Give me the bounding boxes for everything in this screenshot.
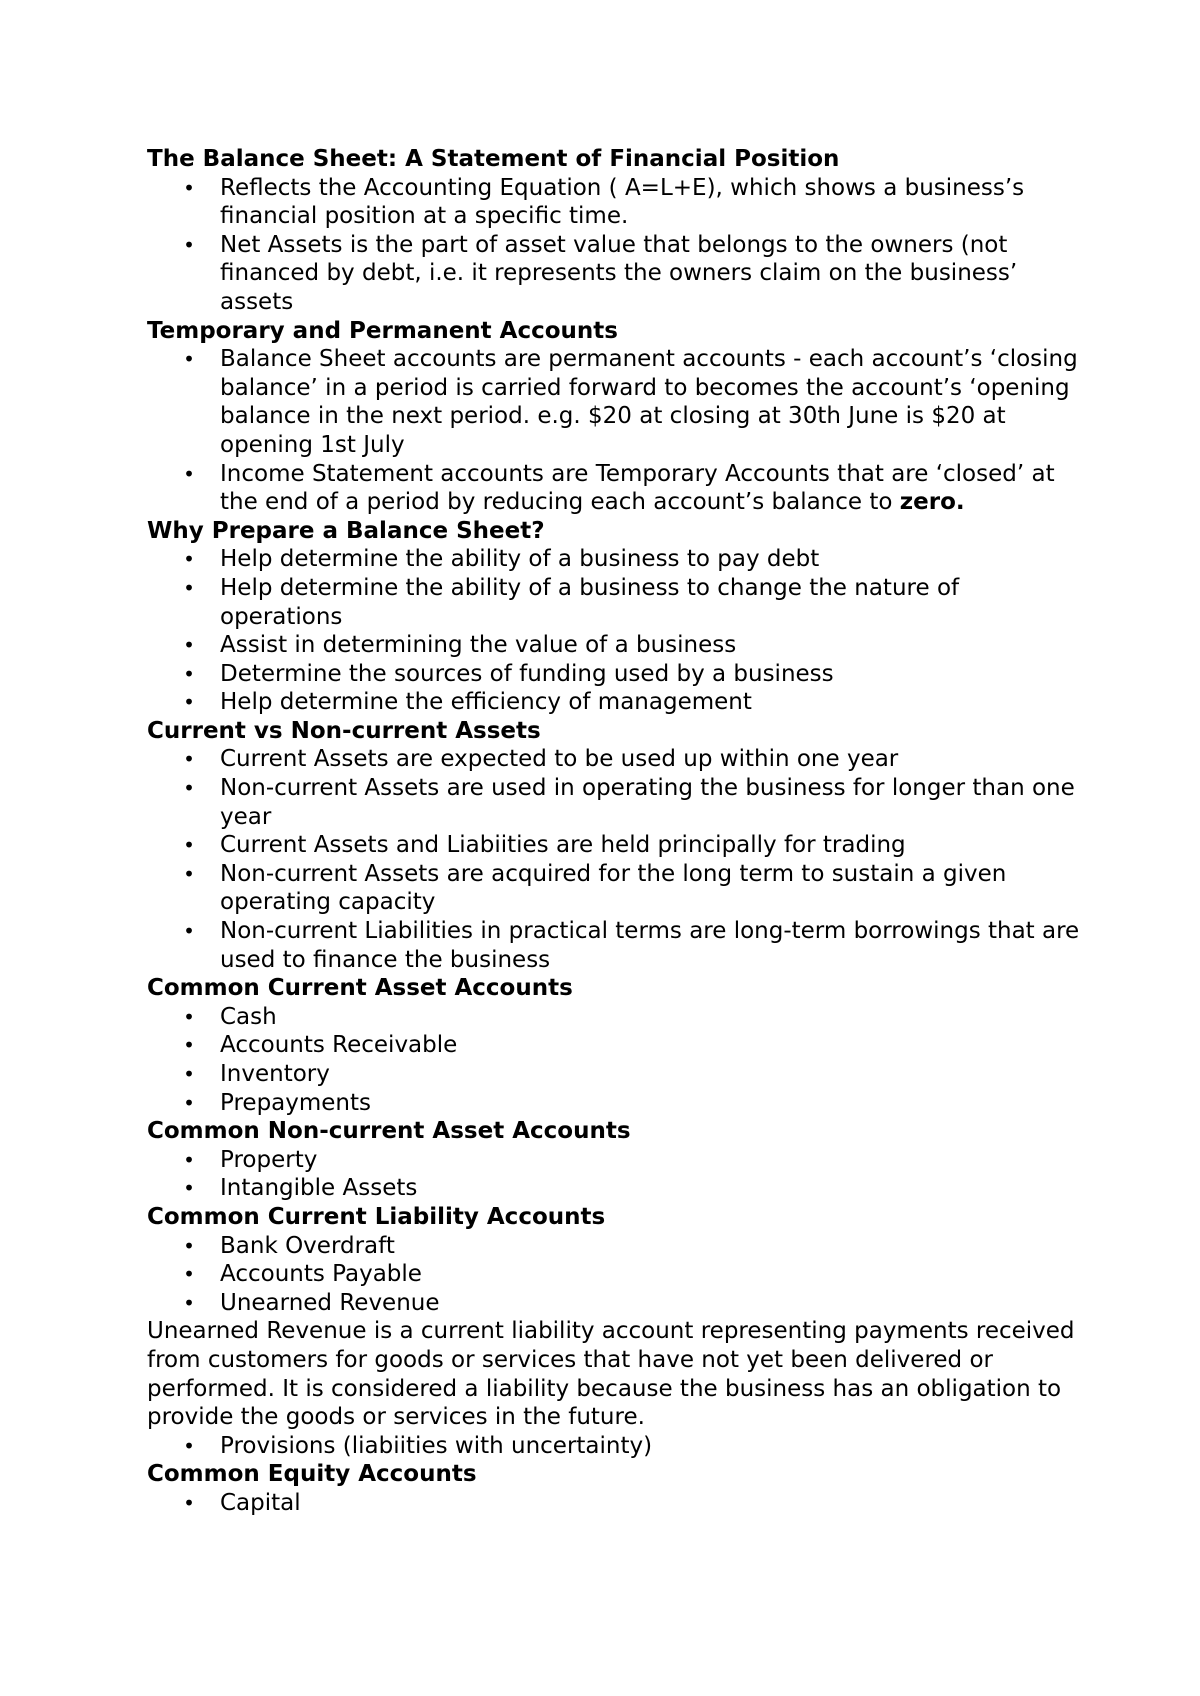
- list-item: [147, 174, 1087, 231]
- list-item: [147, 1260, 1087, 1289]
- bullet-icon: •: [183, 633, 195, 658]
- list-item: [147, 345, 1087, 459]
- list-item-text: Unearned Revenue: [220, 1289, 440, 1316]
- list-item-text: Capital: [220, 1489, 301, 1516]
- body-paragraph: Unearned Revenue is a current liability account representing payments received from customers for goods or services that have not yet been delivered or performed. It is considered a liability because the business has an obligation to provide the goods or services in the future.: [147, 1318, 1075, 1431]
- list-item-text: Bank Overdraft: [220, 1232, 395, 1259]
- section-heading: Common Current Asset Accounts: [147, 975, 573, 1002]
- list-item-text: Accounts Payable: [220, 1261, 422, 1288]
- list-item: [147, 1232, 1087, 1261]
- bullet-icon: •: [183, 1433, 195, 1458]
- bullet-list: [147, 174, 1087, 317]
- list-item-text: Non-current Liabilities in practical terms are long-term borrowings that are used to finance the business: [220, 918, 1080, 973]
- list-item: [147, 1146, 1087, 1175]
- list-item-text: Current Assets are expected to be used up within one year: [220, 746, 899, 773]
- list-item: [147, 1432, 1087, 1461]
- bullet-icon: •: [183, 690, 195, 715]
- list-item: [147, 460, 1087, 517]
- bullet-icon: •: [183, 1090, 195, 1115]
- bullet-list: [147, 1232, 1087, 1318]
- bullet-icon: •: [183, 1033, 195, 1058]
- list-item-text: Current Assets and Liabiities are held principally for trading: [220, 832, 906, 859]
- list-item: [147, 774, 1087, 831]
- bullet-list: [147, 545, 1087, 717]
- list-item-text: Non-current Assets are used in operating the business for longer than one year: [220, 775, 1075, 830]
- list-item-text: Property: [220, 1146, 318, 1173]
- bullet-icon: •: [183, 1176, 195, 1201]
- list-item-text: Provisions (liabiities with uncertainty): [220, 1432, 653, 1459]
- document-page: [147, 145, 1087, 1518]
- bullet-icon: •: [183, 175, 195, 200]
- list-item-text: Determine the sources of funding used by a business: [220, 660, 834, 687]
- bullet-list: [147, 1432, 1087, 1461]
- list-item: [147, 1031, 1087, 1060]
- bullet-list: [147, 1146, 1087, 1203]
- list-item: [147, 1489, 1087, 1518]
- section-temporary-permanent: [147, 317, 1087, 517]
- list-item: [147, 545, 1087, 574]
- list-item-text: Income Statement accounts are Temporary Accounts that are ‘closed’ at the end of a period by reducing each account’s balance to: [220, 460, 1055, 516]
- bullet-icon: •: [183, 1233, 195, 1258]
- list-item-text: Prepayments: [220, 1089, 372, 1116]
- bullet-list: [147, 1489, 1087, 1518]
- list-item-text: Balance Sheet accounts are permanent accounts - each account’s ‘closing balance’ in a period is carried forward to becomes the account’s ‘opening balance in the next period. e.g. $20 at closing at 30th June is $20 at opening 1st July: [220, 346, 1078, 458]
- emphasis-text: zero.: [899, 489, 965, 516]
- section-equity-accounts: [147, 1460, 1087, 1517]
- list-item: [147, 1174, 1087, 1203]
- list-item: [147, 1060, 1087, 1089]
- list-item-text: Cash: [220, 1003, 277, 1030]
- bullet-icon: •: [183, 1004, 195, 1029]
- list-item: [147, 745, 1087, 774]
- section-current-liability-accounts: [147, 1203, 1087, 1460]
- bullet-icon: •: [183, 1062, 195, 1086]
- bullet-icon: •: [183, 232, 195, 257]
- section-heading: The Balance Sheet: A Statement of Financial Position: [147, 146, 840, 172]
- bullet-icon: •: [183, 747, 195, 772]
- list-item: [147, 831, 1087, 860]
- list-item-text: Inventory: [220, 1061, 330, 1087]
- section-current-vs-noncurrent: [147, 717, 1087, 974]
- section-heading: Why Prepare a Balance Sheet?: [147, 517, 545, 544]
- list-item-text: Help determine the ability of a business to pay debt: [220, 546, 820, 573]
- list-item: [147, 631, 1087, 660]
- section-heading: Common Current Liability Accounts: [147, 1203, 606, 1230]
- list-item: [147, 688, 1087, 717]
- list-item: [147, 1003, 1087, 1032]
- bullet-icon: •: [183, 575, 195, 600]
- bullet-icon: •: [183, 919, 195, 944]
- bullet-list: [147, 745, 1087, 974]
- list-item-text: Help determine the efficiency of management: [220, 689, 752, 716]
- bullet-icon: •: [183, 1262, 195, 1287]
- list-item: [147, 917, 1087, 974]
- bullet-icon: •: [183, 347, 195, 372]
- section-heading: Temporary and Permanent Accounts: [147, 317, 618, 344]
- section-noncurrent-asset-accounts: [147, 1117, 1087, 1203]
- bullet-list: [147, 1003, 1087, 1117]
- section-heading: Current vs Non-current Assets: [147, 717, 541, 744]
- list-item-text: Accounts Receivable: [220, 1032, 458, 1059]
- section-why-prepare: [147, 517, 1087, 717]
- section-heading: Common Equity Accounts: [147, 1461, 477, 1488]
- bullet-icon: •: [183, 776, 195, 801]
- bullet-icon: •: [183, 833, 195, 858]
- list-item: [147, 660, 1087, 689]
- list-item-text: Non-current Assets are acquired for the long term to sustain a given operating capacity: [220, 860, 1007, 916]
- bullet-icon: •: [183, 1290, 195, 1315]
- list-item: [147, 1289, 1087, 1318]
- list-item: [147, 231, 1087, 317]
- list-item: [147, 860, 1087, 917]
- list-item: [147, 574, 1087, 631]
- list-item-text: Help determine the ability of a business to change the nature of operations: [220, 574, 960, 630]
- section-current-asset-accounts: [147, 974, 1087, 1117]
- bullet-list: [147, 345, 1087, 517]
- bullet-icon: •: [183, 547, 195, 572]
- bullet-icon: •: [183, 1490, 195, 1515]
- list-item-text: Assist in determining the value of a business: [220, 632, 737, 659]
- bullet-icon: •: [183, 661, 195, 686]
- section-balance-sheet: [147, 145, 1087, 317]
- bullet-icon: •: [183, 861, 195, 886]
- list-item: [147, 1089, 1087, 1118]
- list-item-text: Intangible Assets: [220, 1175, 418, 1202]
- bullet-icon: •: [183, 461, 195, 486]
- list-item-text: Net Assets is the part of asset value that belongs to the owners (not financed by debt, i.e. it represents the owners claim on the business’ assets: [220, 231, 1018, 315]
- bullet-icon: •: [183, 1147, 195, 1172]
- section-heading: Common Non-current Asset Accounts: [147, 1118, 631, 1145]
- list-item-text: Reflects the Accounting Equation ( A=L+E), which shows a business’s financial position at a specific time.: [220, 174, 1025, 230]
